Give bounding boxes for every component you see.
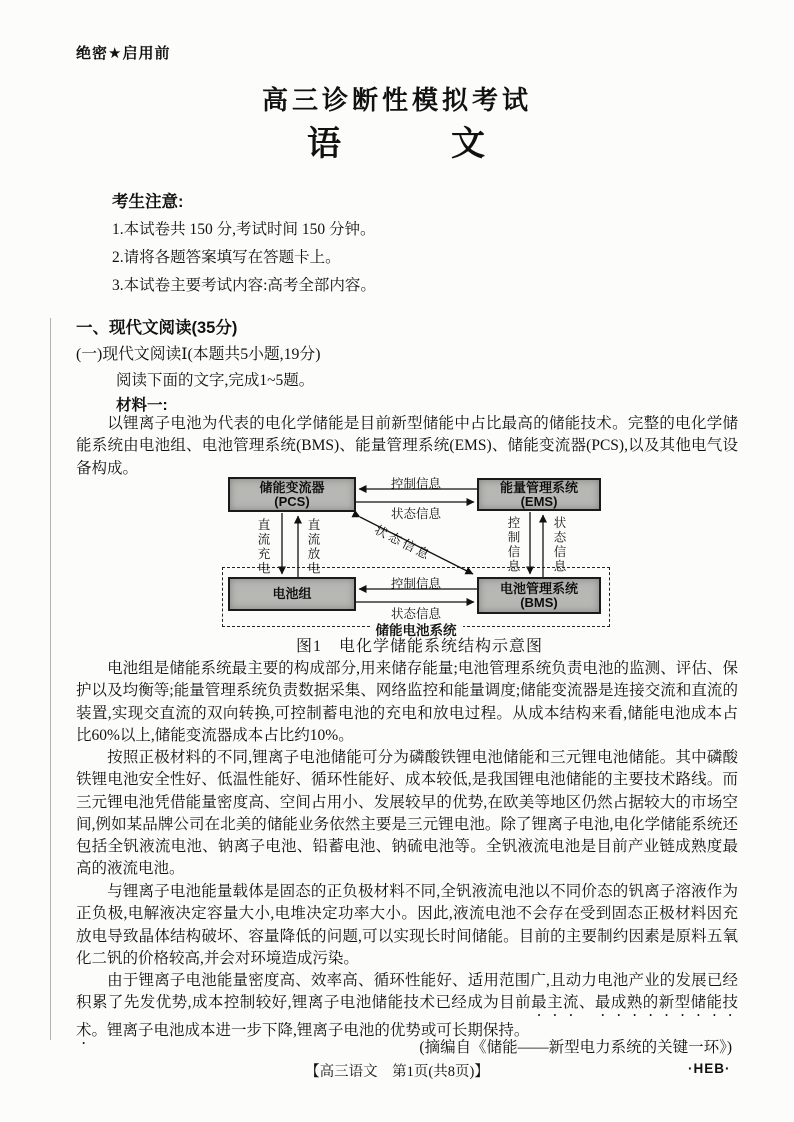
paragraph-text: 以锂离子电池为代表的电化学储能是目前新型储能中占比最高的储能技术。完整的电化学储能系统由电池组、电池管理系统(BMS)、能量管理系统(EMS)、储能变流器(PCS),以及其他电气设备构成。 (76, 415, 738, 477)
subsection-title-reading-1: (一)现代文阅读Ⅰ(本题共5小题,19分) (76, 346, 321, 363)
passage-paragraph-2 (76, 658, 738, 747)
label-status-info-top: 状态信息 (390, 507, 441, 521)
ems-box (477, 478, 601, 511)
battery-pack-name: 电池组 (272, 586, 312, 601)
label-dc-charge: 直流充电 (256, 518, 270, 576)
classification-label: 绝密★启用前 (76, 45, 171, 62)
passage-paragraph-3 (76, 747, 738, 881)
notice-heading: 考生注意: (112, 193, 184, 211)
label-status-info-bms-ems: 状态信息 (552, 516, 566, 574)
paragraph-text-pre: 由于锂离子电池能量密度高、效率高、循环性能好、适用范围广,且动力电池产业的发展已经积累了先发优势,成本控制较好,锂离子电池储能技术已经成为目前 (76, 972, 738, 1012)
label-control-info-top: 控制信息 (390, 477, 441, 491)
subject-title: 语 文 (307, 125, 487, 163)
emphasized-phrase: 最主流、最成熟的新型储能技术 (76, 994, 738, 1040)
reading-instruction: 阅读下面的文字,完成1~5题。 (116, 372, 315, 389)
label-control-info-bottom: 控制信息 (390, 577, 441, 591)
passage-paragraph-1 (76, 413, 738, 480)
bms-name: 电池管理系统 (499, 580, 578, 596)
battery-pack-box (228, 577, 356, 611)
paragraph-text: 按照正极材料的不同,锂离子电池储能可分为磷酸铁锂电池储能和三元锂电池储能。其中磷酸铁锂电池安全性好、低温性能好、循环性能好、成本较低,是我国锂电池储能的主要技术路线。而三元锂电池凭借能量密度高、空间占用小、发展较早的优势,在欧美等地区仍然占据较大的市场空间,例如某品牌公司在北美的储能业务依然主要是三元锂电池。除了锂离子电池,电化学储能系统还包括全钒液流电池、钠离子电池、铅蓄电池、钠硫电池等。全钒液流电池是目前产业链成熟度最高的液流电池。 (76, 749, 738, 878)
material-1-label: 材料一: (116, 397, 168, 414)
figure-1-energy-storage-diagram (222, 476, 617, 658)
bms-abbr: (BMS) (520, 594, 558, 610)
battery-system-label: 储能电池系统 (222, 619, 610, 639)
notice-item-3: 3.本试卷主要考试内容:高考全部内容。 (112, 277, 376, 294)
ems-name: 能量管理系统 (499, 479, 578, 495)
label-status-info-bottom: 状态信息 (390, 607, 441, 621)
candidate-notice (112, 188, 632, 300)
section-title-modern-reading: 一、现代文阅读(35分) (76, 319, 238, 337)
notice-item-1: 1.本试卷共 150 分,考试时间 150 分钟。 (112, 221, 376, 238)
label-control-info-ems-bms: 控制信息 (506, 516, 520, 574)
source-attribution: (摘编自《储能——新型电力系统的关键一环》) (419, 1039, 732, 1056)
pcs-abbr: (PCS) (274, 493, 310, 509)
footer-page-number: 【高三语文 第1页(共8页)】 (305, 1064, 489, 1080)
footer-code: ·HEB· (688, 1061, 731, 1076)
label-status-info-diagonal: 状态信息 (372, 522, 434, 564)
label-dc-discharge: 直流放电 (306, 518, 320, 576)
pcs-name: 储能变流器 (259, 479, 325, 495)
passage-paragraph-4 (76, 881, 738, 970)
paragraph-text-post: 。锂离子电池成本进一步下降,锂离子电池的优势或可长期保持。 (91, 1022, 530, 1040)
notice-item-2: 2.请将各题答案填写在答题卡上。 (112, 249, 341, 266)
paragraph-text: 与锂离子电池能量载体是固态的正负极材料不同,全钒液流电池以不同价态的钒离子溶液作为正负极,电解液决定容量大小,电堆决定功率大小。因此,液流电池不会存在受到固态正极材料因充放电导致晶体结构破坏、容量降低的问题,可以实现长时间储能。目前的主要制约因素是原料五氧化二钒的价格较高,并会对环境造成污染。 (76, 883, 738, 967)
page-edge-line (50, 318, 51, 1040)
exam-title: 高三诊断性模拟考试 (261, 85, 532, 115)
ems-abbr: (EMS) (520, 493, 558, 509)
bms-box (477, 577, 601, 614)
paragraph-text: 电池组是储能系统最主要的构成部分,用来储存能量;电池管理系统负责电池的监测、评估、保护以及均衡等;能量管理系统负责数据采集、网络监控和能量调度;储能变流器是连接交流和直流的装置,实现交直流的双向转换,可控制蓄电池的充电和放电过程。从成本结构来看,储能电池成本占比60%以上,储能变流器成本占比约10%。 (76, 660, 738, 744)
figure-1-caption: 图1 电化学储能系统结构示意图 (295, 638, 543, 655)
pcs-box (228, 477, 356, 512)
